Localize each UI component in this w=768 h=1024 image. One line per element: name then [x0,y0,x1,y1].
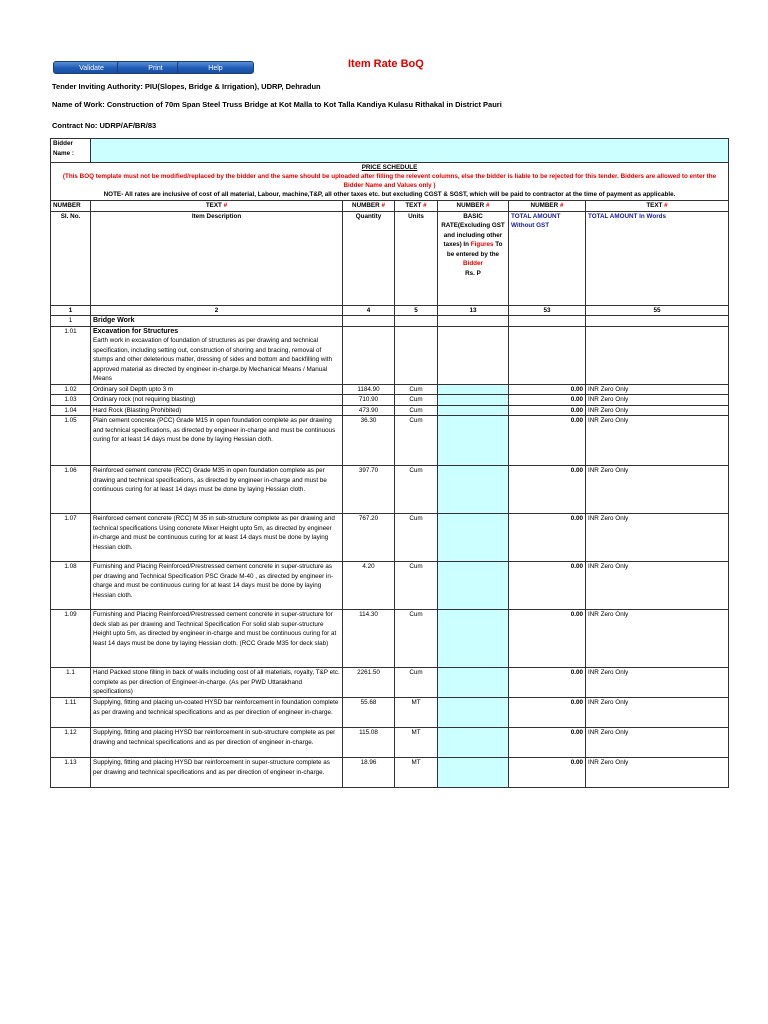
item-quantity: 4.20 [343,562,395,610]
section-title: Bridge Work [91,316,343,327]
item-description: Ordinary rock (not requiring blasting) [91,395,343,406]
item-total: 0.00 [509,728,586,758]
colnum-4: 5 [395,305,438,316]
item-unit: Cum [395,395,438,406]
item-number: 1.12 [51,728,91,758]
item-words: INR Zero Only [586,562,729,610]
schedule-warning: (This BOQ template must not be modified/replaced by the bidder and the same should be uploaded after filling the relevent columns, else the bidder is liable to be rejected for this tender. Bidders are allowed to enter the Bidder Name and Values only ) [62,173,717,189]
item-number: 1.09 [51,610,91,668]
item-quantity: 767.20 [343,514,395,562]
table-row [51,416,729,466]
item-number: 1.02 [51,384,91,395]
mark-c6: # [559,202,564,209]
item-description: Plain cement concrete (PCC) Grade M15 in open foundation complete as per drawing and technical specifications, as directed by engineer in-charge and must be continuous curing for at least 14 days must be done by laying Hessian cloth. [91,416,343,466]
item-quantity: 114.30 [343,610,395,668]
item-total: 0.00 [509,466,586,514]
item-description: Furnishing and Placing Reinforced/Prestressed cement concrete in super-structure as per drawing and Technical Specification PSC Grade M-40 , as directed by engineer in-charge and must be continuous curing for at least 14 days must be done by laying Hessian cloth. [91,562,343,610]
item-description: Hand Packed stone filling in back of walls including cost of all materials, royalty, T&P etc. complete as per direction of Engineer-in-charge. (As per PWD Uttarakhand specifications) [91,668,343,698]
table-row [51,758,729,788]
item-rate-input[interactable] [438,728,509,758]
item-description: Reinforced cement concrete (RCC) Grade M35 in open foundation complete as per drawing and technical specifications, as directed by engineer in-charge and must be continuous curing for at least 14 days must be done by laying Hessian cloth. [91,466,343,514]
col-words: TOTAL AMOUNT In Words [586,211,729,305]
colnum-3: 4 [343,305,395,316]
item-number: 1.04 [51,405,91,416]
rate-text-b: To be entered by the [446,241,503,258]
subsection-title: Excavation for Structures [93,327,179,335]
print-button[interactable]: Print [117,61,194,74]
item-total: 0.00 [509,758,586,788]
item-rate-input[interactable] [438,466,509,514]
type-c6: NUMBER [530,202,559,209]
item-number: 1.1 [51,668,91,698]
subsection-description: Earth work in excavation of foundation of structures as per drawing and technical specification, including setting out, construction of shoring and bracing, removal of stumps and other deleterious matter, dressing of sides and bottom and backfilling with approved material as directed by engineer in-charge.by Mechanical Means / Manual Means [93,337,333,382]
item-number: 1.06 [51,466,91,514]
type-c7: TEXT [646,202,663,209]
column-headers [51,211,729,305]
schedule-title: PRICE SCHEDULE [361,164,418,171]
rate-figures: Figures [470,241,494,248]
subsection-number: 1.01 [51,326,91,384]
type-c1: NUMBER [53,202,81,209]
item-words: INR Zero Only [586,384,729,395]
item-words: INR Zero Only [586,416,729,466]
item-number: 1.08 [51,562,91,610]
col-units: Units [395,211,438,305]
item-words: INR Zero Only [586,668,729,698]
rate-rs: Rs. P [465,269,481,277]
item-quantity: 397.70 [343,466,395,514]
item-unit: Cum [395,416,438,466]
validate-button[interactable]: Validate [53,61,130,74]
item-unit: Cum [395,466,438,514]
item-number: 1.05 [51,416,91,466]
item-total: 0.00 [509,416,586,466]
tender-authority: Tender Inviting Authority: PIU(Slopes, Bridge & Irrigation), UDRP, Dehradun [52,82,321,91]
colnum-1: 1 [51,305,91,316]
item-rate-input[interactable] [438,668,509,698]
item-total: 0.00 [509,698,586,728]
item-quantity: 55.68 [343,698,395,728]
item-total: 0.00 [509,668,586,698]
col-description: Item Description [91,211,343,305]
colnum-6: 53 [509,305,586,316]
item-words: INR Zero Only [586,698,729,728]
item-rate-input[interactable] [438,514,509,562]
item-total: 0.00 [509,610,586,668]
col-rate [438,211,509,305]
item-rate-input[interactable] [438,416,509,466]
item-number: 1.11 [51,698,91,728]
item-total: 0.00 [509,514,586,562]
section-number: 1 [51,316,91,327]
item-unit: MT [395,728,438,758]
rate-text-a: BASIC RATE(Excluding GST and including other taxes) In [441,212,505,248]
subsection-row [51,326,729,384]
item-words: INR Zero Only [586,514,729,562]
table-row [51,514,729,562]
item-number: 1.03 [51,395,91,406]
item-unit: Cum [395,610,438,668]
item-rate-input[interactable] [438,395,509,406]
item-description: Ordinary soil Depth upto 3 m [91,384,343,395]
item-unit: Cum [395,562,438,610]
table-row [51,728,729,758]
item-unit: Cum [395,384,438,395]
mark-c4: # [423,202,427,209]
bidder-label: Bidder Name : [51,139,91,163]
type-c3: NUMBER [352,202,380,209]
table-row [51,610,729,668]
table-row [51,562,729,610]
col-total: TOTAL AMOUNT Without GST [509,211,586,305]
item-quantity: 18.96 [343,758,395,788]
column-numbers [51,305,729,316]
type-c5: NUMBER [456,202,485,209]
table-row [51,384,729,395]
item-description: Supplying, fitting and placing HYSD bar reinforcement in super-structure complete as per drawing and technical specifications and as per direction of engineer in-charge. [91,758,343,788]
colnum-5: 13 [438,305,509,316]
item-words: INR Zero Only [586,758,729,788]
bidder-name-input[interactable] [91,139,729,163]
colnum-2: 2 [91,305,343,316]
type-row [51,201,729,212]
item-total: 0.00 [509,395,586,406]
item-rate-input[interactable] [438,610,509,668]
mark-c7: # [664,202,668,209]
rate-bidder: Bidder [463,260,483,267]
mark-c2: # [223,202,228,209]
item-unit: Cum [395,668,438,698]
col-quantity: Quantity [343,211,395,305]
item-quantity: 473.90 [343,405,395,416]
contract-number: Contract No: UDRP/AF/BR/83 [52,121,157,130]
help-button[interactable]: Help [177,61,254,74]
item-quantity: 710.90 [343,395,395,406]
item-quantity: 36.30 [343,416,395,466]
colnum-7: 55 [586,305,729,316]
item-rate-input[interactable] [438,562,509,610]
table-row [51,698,729,728]
item-total: 0.00 [509,405,586,416]
item-total: 0.00 [509,562,586,610]
item-quantity: 115.08 [343,728,395,758]
item-description: Reinforced cement concrete (RCC) M 35 in sub-structure complete as per drawing and technical specifications Using concrete Mixer Height upto 5m, as directed by engineer in-charge and must be continuous curing for at least 14 days must be done by laying Hessian cloth. [91,514,343,562]
item-quantity: 2261.50 [343,668,395,698]
schedule-row [51,163,729,201]
type-c2: TEXT [205,202,222,209]
items-body [51,384,729,788]
table-row [51,668,729,698]
item-unit: MT [395,698,438,728]
item-rate-input[interactable] [438,405,509,416]
item-unit: MT [395,758,438,788]
item-number: 1.07 [51,514,91,562]
item-rate-input[interactable] [438,758,509,788]
boq-table [50,138,729,788]
mark-c5: # [485,202,490,209]
item-description: Hard Rock (Blasting Prohibited) [91,405,343,416]
item-rate-input[interactable] [438,698,509,728]
item-words: INR Zero Only [586,395,729,406]
item-total: 0.00 [509,384,586,395]
item-words: INR Zero Only [586,610,729,668]
table-row [51,405,729,416]
item-words: INR Zero Only [586,405,729,416]
item-words: INR Zero Only [586,466,729,514]
page-title: Item Rate BoQ [348,58,424,70]
item-unit: Cum [395,514,438,562]
item-quantity: 1184.90 [343,384,395,395]
item-description: Supplying, fitting and placing un-coated HYSD bar reinforcement in foundation complete as per drawing and technical specifications and as per direction of engineer in-charge. [91,698,343,728]
item-description: Furnishing and Placing Reinforced/Prestressed cement concrete in super-structure for deck slab as per drawing and Technical Specification For solid slab super-structure Height upto 5m, as directed by engineer in-charge and must be continuous curing for at least 14 days must be done by laying Hessian cloth. (RCC Grade M35 for deck slab) [91,610,343,668]
table-row [51,395,729,406]
item-unit: Cum [395,405,438,416]
work-name: Name of Work: Construction of 70m Span Steel Truss Bridge at Kot Malla to Kot Talla Kandiya Kulasu Rithakal in District Pauri [52,100,502,109]
item-number: 1.13 [51,758,91,788]
item-description: Supplying, fitting and placing HYSD bar reinforcement in sub-structure complete as per drawing and technical specifications and as per direction of engineer in-charge. [91,728,343,758]
mark-c3: # [381,202,385,209]
bidder-row [51,139,729,163]
item-words: INR Zero Only [586,728,729,758]
section-row [51,316,729,327]
col-slno: Sl. No. [51,211,91,305]
table-row [51,466,729,514]
type-c4: TEXT [405,202,422,209]
schedule-note: NOTE- All rates are inclusive of cost of all material, Labour, machine,T&P, all other taxes etc. but excluding CGST & SGST, which will be paid to contractor at the time of payment as applicable. [103,191,676,198]
item-rate-input[interactable] [438,384,509,395]
